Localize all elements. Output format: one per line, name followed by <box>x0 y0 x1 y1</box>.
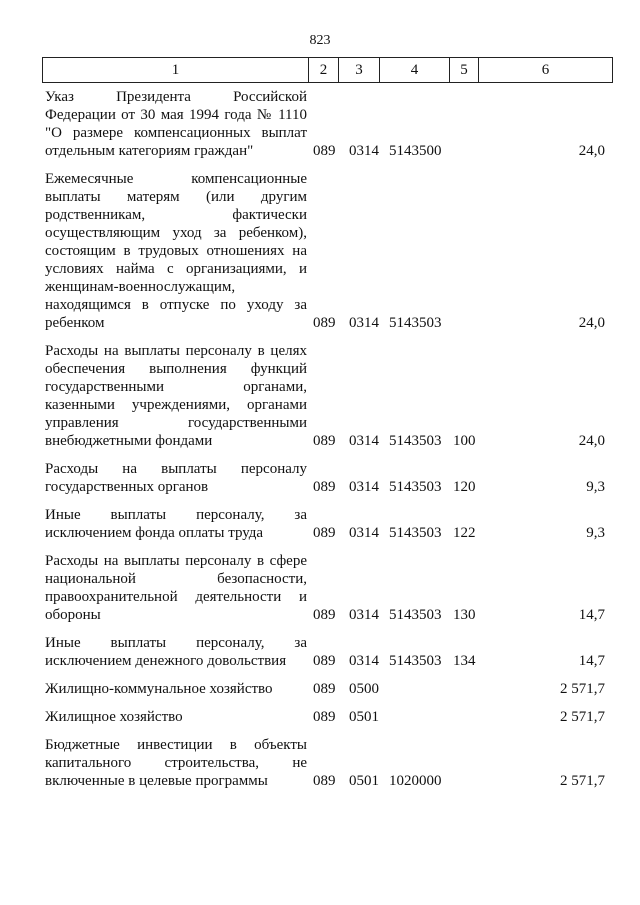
expense-type-code: 100 <box>453 433 476 449</box>
target-article-code: 5143503 <box>389 315 442 331</box>
table-row <box>45 552 605 624</box>
ministry-code: 089 <box>313 653 336 669</box>
target-article-code: 5143503 <box>389 433 442 449</box>
expense-type-code: 122 <box>453 525 476 541</box>
description-line: государственными органами, <box>45 379 307 395</box>
target-article-code: 5143503 <box>389 653 442 669</box>
amount: 2 571,7 <box>560 773 605 789</box>
amount: 9,3 <box>586 525 605 541</box>
ministry-code: 089 <box>313 681 336 697</box>
amount: 2 571,7 <box>560 709 605 725</box>
section-code: 0501 <box>349 709 379 725</box>
amount: 24,0 <box>578 143 605 159</box>
section-code: 0314 <box>349 143 379 159</box>
row-description <box>45 506 307 542</box>
expense-type-code: 130 <box>453 607 476 623</box>
description-line: "О размере компенсационных выплат <box>45 125 307 141</box>
header-col-1: 1 <box>43 58 309 82</box>
section-code: 0314 <box>349 433 379 449</box>
amount: 9,3 <box>586 479 605 495</box>
row-description <box>45 342 307 450</box>
table-row <box>45 736 605 790</box>
row-codes <box>307 170 605 332</box>
row-codes <box>307 88 605 160</box>
description-line: состоящим в трудовых отношениях на <box>45 243 307 259</box>
description-line: внебюджетными фондами <box>45 433 213 449</box>
description-line: обороны <box>45 607 101 623</box>
amount: 14,7 <box>578 607 605 623</box>
table-row <box>45 342 605 450</box>
ministry-code: 089 <box>313 773 336 789</box>
row-description <box>45 552 307 624</box>
row-codes <box>307 736 605 790</box>
description-line: отдельным категориям граждан" <box>45 143 254 159</box>
description-line: Указ Президента Российской <box>45 89 307 105</box>
description-line: Расходы на выплаты персоналу <box>45 461 307 477</box>
table-row <box>45 680 605 698</box>
header-col-2: 2 <box>309 58 339 82</box>
section-code: 0314 <box>349 653 379 669</box>
description-line: исключением денежного довольствия <box>45 653 287 669</box>
header-col-5: 5 <box>450 58 479 82</box>
row-description <box>45 708 307 726</box>
table-row <box>45 170 605 332</box>
section-code: 0314 <box>349 525 379 541</box>
description-line: правоохранительной деятельности и <box>45 589 307 605</box>
table-row <box>45 634 605 670</box>
target-article-code: 5143503 <box>389 479 442 495</box>
section-code: 0314 <box>349 479 379 495</box>
table-row <box>45 460 605 496</box>
description-line: обеспечения выполнения функций <box>45 361 307 377</box>
description-line: управления государственными <box>45 415 307 431</box>
description-line: Жилищно-коммунальное хозяйство <box>45 681 273 697</box>
row-description <box>45 634 307 670</box>
expense-type-code: 120 <box>453 479 476 495</box>
ministry-code: 089 <box>313 143 336 159</box>
row-codes <box>307 342 605 450</box>
description-line: осуществляющим уход за ребенком), <box>45 225 307 241</box>
row-codes <box>307 680 605 698</box>
description-line: Иные выплаты персоналу, за <box>45 507 307 523</box>
row-description <box>45 460 307 496</box>
row-description <box>45 170 307 332</box>
ministry-code: 089 <box>313 479 336 495</box>
row-codes <box>307 552 605 624</box>
row-codes <box>307 634 605 670</box>
target-article-code: 1020000 <box>389 773 442 789</box>
amount: 24,0 <box>578 315 605 331</box>
ministry-code: 089 <box>313 607 336 623</box>
ministry-code: 089 <box>313 525 336 541</box>
page-number: 823 <box>309 33 331 48</box>
amount: 14,7 <box>578 653 605 669</box>
section-code: 0314 <box>349 315 379 331</box>
description-line: Ежемесячные компенсационные <box>45 171 307 187</box>
row-codes <box>307 460 605 496</box>
description-line: исключением фонда оплаты труда <box>45 525 264 541</box>
section-code: 0501 <box>349 773 379 789</box>
description-line: капитального строительства, не <box>45 755 307 771</box>
row-description <box>45 88 307 160</box>
header-col-4: 4 <box>380 58 450 82</box>
description-line: Федерации от 30 мая 1994 года № 1110 <box>45 107 307 123</box>
description-line: Бюджетные инвестиции в объекты <box>45 737 307 753</box>
table-row <box>45 506 605 542</box>
description-line: национальной безопасности, <box>45 571 307 587</box>
target-article-code: 5143503 <box>389 607 442 623</box>
table-body <box>45 88 605 800</box>
row-description <box>45 736 307 790</box>
description-line: Расходы на выплаты персоналу в целях <box>45 343 307 359</box>
ministry-code: 089 <box>313 315 336 331</box>
section-code: 0314 <box>349 607 379 623</box>
description-line: включенные в целевые программы <box>45 773 268 789</box>
description-line: Жилищное хозяйство <box>45 709 183 725</box>
description-line: родственникам, фактически <box>45 207 307 223</box>
target-article-code: 5143500 <box>389 143 442 159</box>
table-row <box>45 88 605 160</box>
description-line: женщинам-военнослужащим, <box>45 279 236 295</box>
description-line: казенными учреждениями, органами <box>45 397 307 413</box>
description-line: ребенком <box>45 315 105 331</box>
row-codes <box>307 506 605 542</box>
row-codes <box>307 708 605 726</box>
amount: 24,0 <box>578 433 605 449</box>
table-row <box>45 708 605 726</box>
ministry-code: 089 <box>313 433 336 449</box>
description-line: находящимся в отпуске по уходу за <box>45 297 307 313</box>
section-code: 0500 <box>349 681 379 697</box>
row-description <box>45 680 307 698</box>
expense-type-code: 134 <box>453 653 476 669</box>
amount: 2 571,7 <box>560 681 605 697</box>
description-line: условиях найма с организациями, и <box>45 261 307 277</box>
ministry-code: 089 <box>313 709 336 725</box>
description-line: государственных органов <box>45 479 209 495</box>
header-col-6: 6 <box>541 62 550 78</box>
description-line: Расходы на выплаты персоналу в сфере <box>45 553 307 569</box>
table-header <box>42 57 613 83</box>
target-article-code: 5143503 <box>389 525 442 541</box>
header-col-3: 3 <box>339 58 380 82</box>
description-line: выплаты матерям (или другим <box>45 189 307 205</box>
description-line: Иные выплаты персоналу, за <box>45 635 307 651</box>
